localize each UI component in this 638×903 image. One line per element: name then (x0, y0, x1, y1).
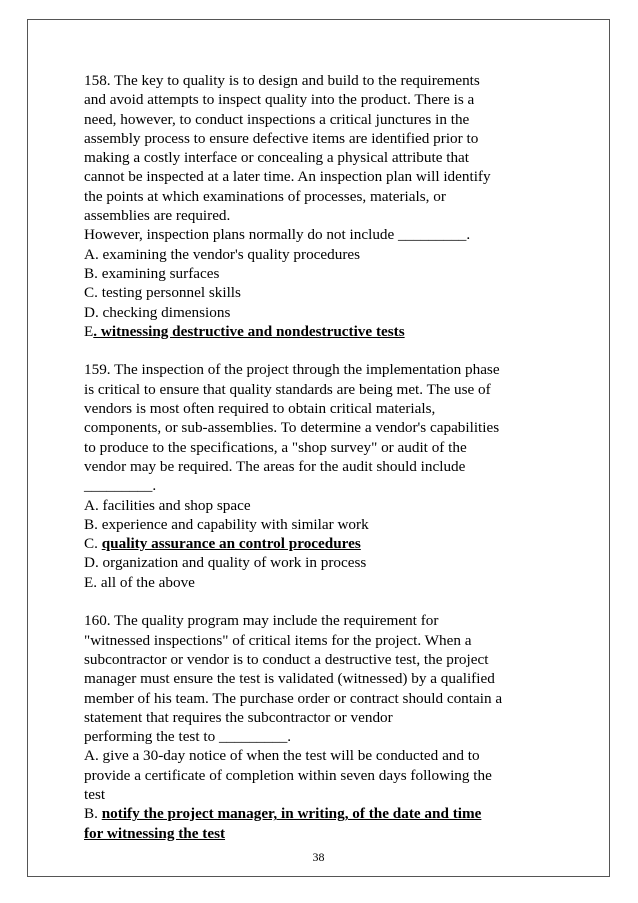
question-159-stem-line: is critical to ensure that quality standards are being met. The use of (84, 380, 491, 398)
question-158-stem-line: cannot be inspected at a later time. An inspection plan will identify (84, 168, 491, 186)
question-158 (84, 71, 574, 341)
question-160-option-a-cont: test (84, 785, 106, 803)
question-159-stem-line: vendor may be required. The areas for the audit should include (84, 457, 466, 475)
question-160-stem-line: subcontractor or vendor is to conduct a destructive test, the project (84, 650, 489, 668)
question-159 (84, 360, 574, 592)
question-158-stem-line: and avoid attempts to inspect quality into the product. There is a (84, 91, 475, 109)
question-159-option-e: E. all of the above (84, 573, 195, 591)
question-160-stem-line: manager must ensure the test is validated (witnessed) by a qualified (84, 670, 495, 688)
question-159-stem-line: components, or sub-assemblies. To determine a vendor's capabilities (84, 419, 500, 437)
question-160-option-a-cont: provide a certificate of completion within seven days following the (84, 766, 492, 784)
question-158-stem-line: the points at which examinations of processes, materials, or (84, 187, 446, 205)
question-160-stem-line: "witnessed inspections" of critical items for the project. When a (84, 631, 472, 649)
question-158-stem-line: assemblies are required. (84, 207, 231, 225)
question-158-stem-line: assembly process to ensure defective items are identified prior to (84, 129, 479, 147)
correct-answer-text: for witnessing the test (84, 824, 226, 842)
question-160-stem-line: member of his team. The purchase order or contract should contain a (84, 689, 503, 707)
question-160-stem-line: statement that requires the subcontractor or vendor (84, 708, 393, 726)
question-158-stem-line: need, however, to conduct inspections a critical junctures in the (84, 110, 470, 128)
question-160-stem-line: 160. The quality program may include the requirement for (84, 612, 439, 630)
question-158-option-a: A. examining the vendor's quality procedures (84, 245, 361, 263)
answer-prefix: C. (84, 535, 102, 553)
correct-answer-text: notify the project manager, in writing, of the date and time (101, 805, 482, 823)
question-158-option-b: B. examining surfaces (84, 264, 220, 282)
correct-answer-text: quality assurance an control procedures (101, 535, 361, 553)
page-number: 38 (312, 850, 325, 864)
question-158-stem-line: 158. The key to quality is to design and build to the requirements (84, 72, 480, 89)
question-158-option-e-answer (84, 322, 574, 341)
question-159-option-b: B. experience and capability with similar work (84, 515, 369, 533)
question-159-stem-line: to produce to the specifications, a "shop survey" or audit of the (84, 438, 467, 456)
question-159-option-c-answer (84, 534, 574, 553)
question-160-option-a: A. give a 30-day notice of when the test will be conducted and to (84, 747, 480, 765)
question-spacer (84, 592, 574, 611)
question-158-option-c: C. testing personnel skills (84, 284, 241, 302)
question-158-prompt: However, inspection plans normally do not include _________. (84, 226, 471, 244)
question-160-option-b-answer-cont (84, 824, 574, 843)
question-159-stem-line: vendors is most often required to obtain critical materials, (84, 400, 436, 418)
question-spacer (84, 341, 574, 360)
question-158-stem-line: making a costly interface or concealing a physical attribute that (84, 149, 470, 167)
answer-prefix: E (84, 322, 94, 340)
question-158-option-d: D. checking dimensions (84, 303, 231, 321)
page-content (84, 71, 574, 843)
document-page (27, 19, 610, 877)
answer-prefix: B. (84, 805, 102, 823)
question-159-option-d: D. organization and quality of work in process (84, 554, 367, 572)
correct-answer-text: . witnessing destructive and nondestructive tests (93, 322, 405, 340)
question-160 (84, 611, 574, 843)
question-159-stem-line: 159. The inspection of the project through the implementation phase (84, 361, 500, 379)
question-159-option-a: A. facilities and shop space (84, 496, 251, 514)
question-160-option-b-answer (84, 804, 574, 823)
question-160-prompt: performing the test to _________. (84, 728, 292, 746)
question-159-blank: _________. (84, 477, 157, 495)
